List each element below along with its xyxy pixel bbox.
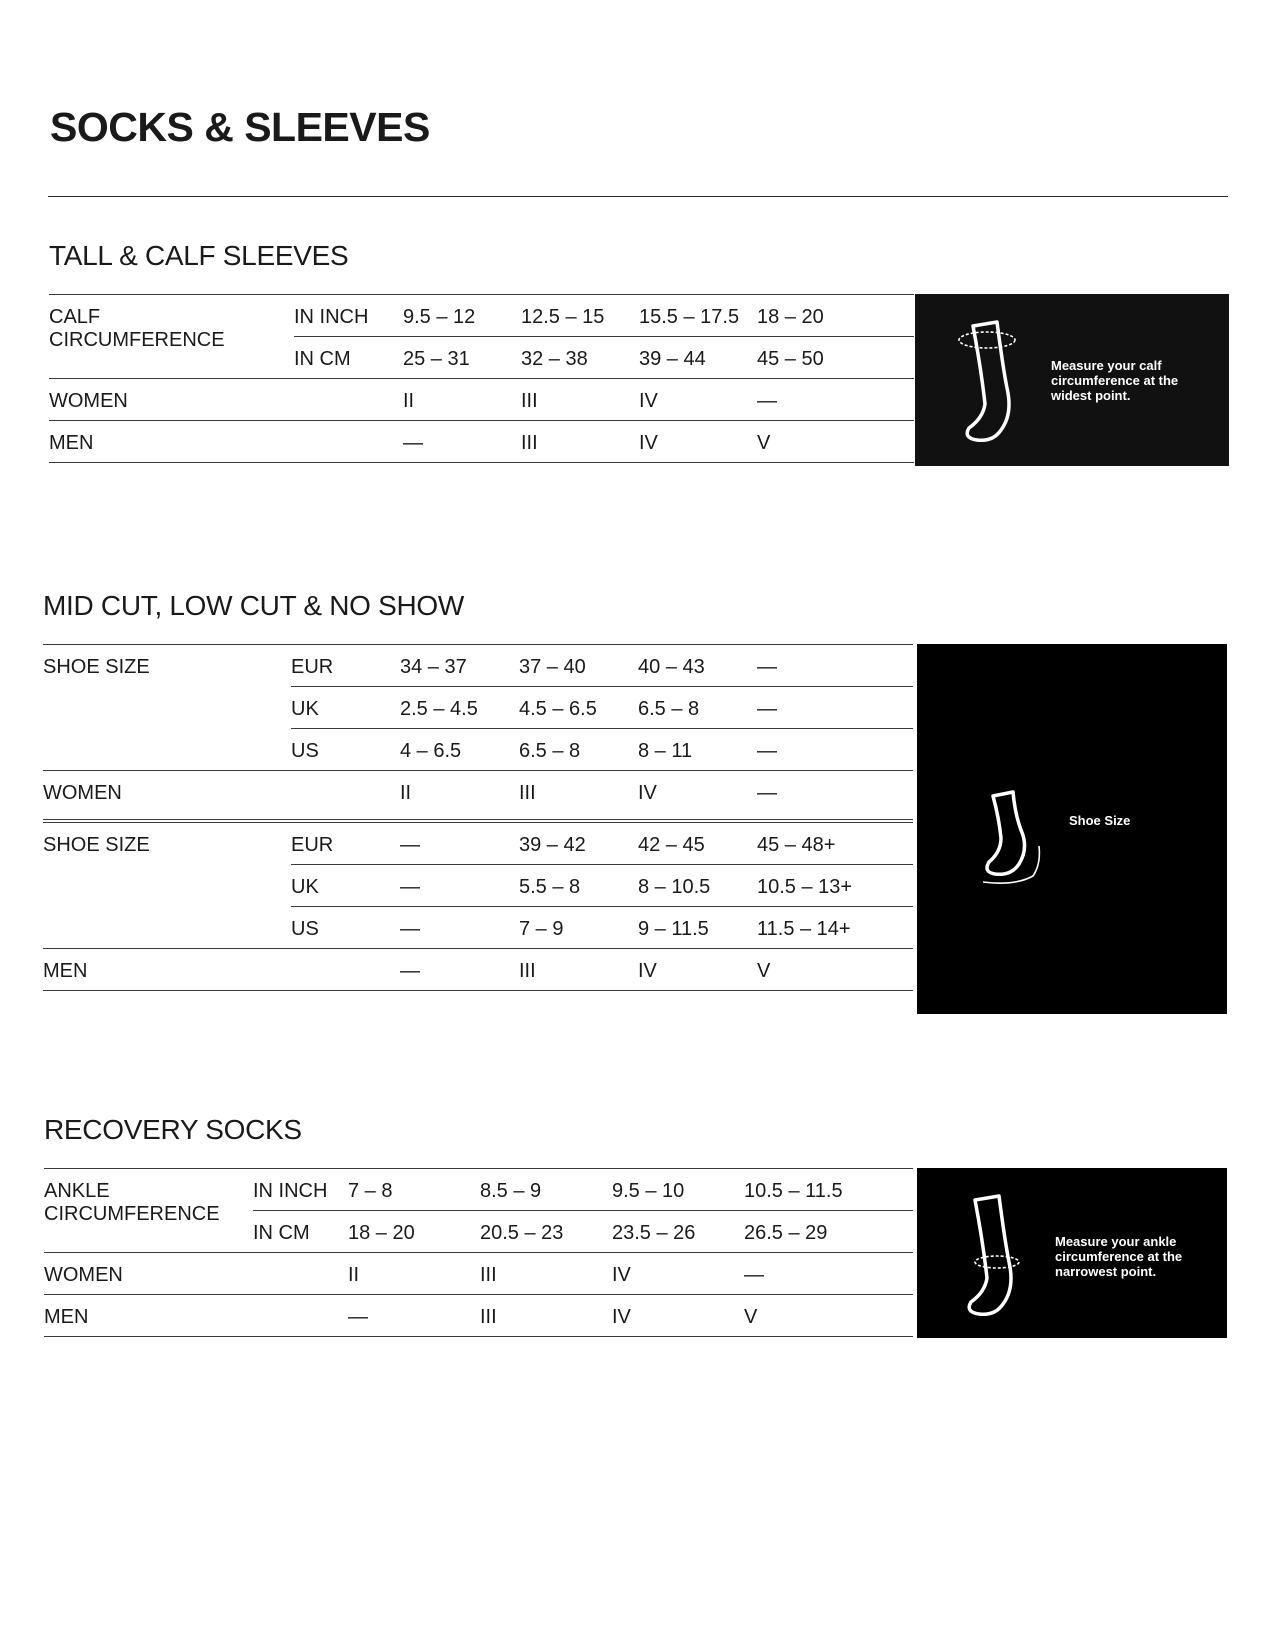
size-code: III xyxy=(480,1264,497,1286)
size-value: 37 – 40 xyxy=(519,656,586,678)
table-row-men xyxy=(43,949,913,991)
size-value: 45 – 48+ xyxy=(757,834,836,856)
size-value: 8.5 – 9 xyxy=(480,1180,542,1202)
page-title: SOCKS & SLEEVES xyxy=(50,104,430,150)
size-value: 9.5 – 12 xyxy=(403,306,476,328)
size-value: 8 – 10.5 xyxy=(638,876,711,898)
eur-label: EUR xyxy=(291,656,334,678)
size-code: V xyxy=(757,960,771,982)
mid-size-table xyxy=(43,644,913,991)
tall-calf-section xyxy=(49,240,1229,470)
size-value: 26.5 – 29 xyxy=(744,1222,828,1244)
size-value: 18 – 20 xyxy=(757,306,824,328)
size-value: 10.5 – 11.5 xyxy=(744,1180,843,1202)
size-value: 4.5 – 6.5 xyxy=(519,698,597,720)
size-code: III xyxy=(519,782,536,804)
size-value: 32 – 38 xyxy=(521,348,588,370)
ankle-circumference-label: ANKLE CIRCUMFERENCE xyxy=(44,1180,220,1225)
title-divider xyxy=(48,196,1228,197)
size-value: — xyxy=(400,876,420,898)
size-code: III xyxy=(521,432,538,454)
size-code: III xyxy=(521,390,538,412)
size-value: 6.5 – 8 xyxy=(638,698,700,720)
size-value: 39 – 42 xyxy=(519,834,586,856)
us-label: US xyxy=(291,918,319,940)
size-code: III xyxy=(480,1306,497,1328)
recovery-size-table xyxy=(44,1168,913,1337)
calf-circumference-label: CALF CIRCUMFERENCE xyxy=(49,306,225,351)
size-value: 6.5 – 8 xyxy=(519,740,581,762)
table-row xyxy=(43,865,913,907)
table-row-women xyxy=(43,771,913,823)
size-value: — xyxy=(757,740,777,762)
size-value: 8 – 11 xyxy=(638,740,693,762)
size-code: II xyxy=(403,390,415,412)
ankle-measure-text: Measure your ankle circumference at the narrowest point. xyxy=(1055,1234,1183,1279)
size-code: III xyxy=(519,960,536,982)
size-value: 12.5 – 15 xyxy=(521,306,605,328)
size-value: 20.5 – 23 xyxy=(480,1222,564,1244)
eur-label: EUR xyxy=(291,834,334,856)
size-value: 11.5 – 14+ xyxy=(757,918,851,940)
size-code: IV xyxy=(639,390,658,412)
size-code: — xyxy=(348,1306,368,1328)
mid-section-title: MID CUT, LOW CUT & NO SHOW xyxy=(43,590,465,621)
sock-calf-measure-icon xyxy=(957,318,1037,448)
size-value: 42 – 45 xyxy=(638,834,705,856)
table-row xyxy=(43,687,913,729)
table-row xyxy=(49,337,914,379)
unit-inch: IN INCH xyxy=(294,306,369,328)
table-row-women xyxy=(44,1253,913,1295)
size-code: IV xyxy=(612,1306,631,1328)
size-code: — xyxy=(757,782,777,804)
unit-cm: IN CM xyxy=(294,348,351,370)
table-row xyxy=(44,1211,913,1253)
size-code: IV xyxy=(638,960,657,982)
table-row-women xyxy=(49,379,914,421)
size-value: 45 – 50 xyxy=(757,348,824,370)
tall-size-table xyxy=(49,294,914,463)
size-value: 34 – 37 xyxy=(400,656,467,678)
size-value: — xyxy=(400,918,420,940)
size-code: II xyxy=(348,1264,360,1286)
uk-label: UK xyxy=(291,876,319,898)
unit-cm: IN CM xyxy=(253,1222,310,1244)
men-label: MEN xyxy=(44,1306,89,1328)
size-value: 15.5 – 17.5 xyxy=(639,306,740,328)
table-row-men xyxy=(49,421,914,463)
women-label: WOMEN xyxy=(49,390,128,412)
size-code: IV xyxy=(639,432,658,454)
table-row xyxy=(43,907,913,949)
table-row xyxy=(43,645,913,687)
recovery-section-title: RECOVERY SOCKS xyxy=(44,1114,302,1145)
table-row-men xyxy=(44,1295,913,1337)
size-code: — xyxy=(757,390,777,412)
uk-label: UK xyxy=(291,698,319,720)
size-code: II xyxy=(400,782,412,804)
men-label: MEN xyxy=(49,432,94,454)
size-value: 9 – 11.5 xyxy=(638,918,709,940)
size-value: 10.5 – 13+ xyxy=(757,876,853,898)
size-value: 39 – 44 xyxy=(639,348,706,370)
size-code: IV xyxy=(638,782,657,804)
shoe-size-text: Shoe Size xyxy=(1069,813,1131,828)
us-label: US xyxy=(291,740,319,762)
size-value: — xyxy=(757,698,777,720)
size-code: IV xyxy=(612,1264,631,1286)
size-code: — xyxy=(400,960,420,982)
table-row xyxy=(44,1169,913,1225)
sock-ankle-measure-icon xyxy=(959,1192,1039,1322)
sock-shoe-size-icon xyxy=(979,790,1059,890)
men-label: MEN xyxy=(43,960,88,982)
women-label: WOMEN xyxy=(44,1264,123,1286)
ankle-measure-panel xyxy=(917,1168,1227,1338)
mid-low-noshow-section xyxy=(43,590,1233,1020)
shoe-size-label: SHOE SIZE xyxy=(43,656,150,678)
size-value: 18 – 20 xyxy=(348,1222,415,1244)
size-code: V xyxy=(744,1306,758,1328)
size-code: — xyxy=(744,1264,764,1286)
size-value: 25 – 31 xyxy=(403,348,470,370)
size-value: 40 – 43 xyxy=(638,656,705,678)
size-code: V xyxy=(757,432,771,454)
shoe-size-panel xyxy=(917,644,1227,1014)
calf-measure-panel xyxy=(915,294,1229,466)
size-value: 2.5 – 4.5 xyxy=(400,698,478,720)
table-row xyxy=(43,823,913,865)
calf-measure-text: Measure your calf circumference at the widest point. xyxy=(1051,358,1179,403)
size-value: 4 – 6.5 xyxy=(400,740,462,762)
size-value: — xyxy=(757,656,777,678)
women-label: WOMEN xyxy=(43,782,122,804)
size-value: 7 – 8 xyxy=(348,1180,393,1202)
shoe-size-label: SHOE SIZE xyxy=(43,834,150,856)
tall-section-title: TALL & CALF SLEEVES xyxy=(49,240,349,271)
size-value: 7 – 9 xyxy=(519,918,564,940)
size-value: 23.5 – 26 xyxy=(612,1222,696,1244)
size-value: 9.5 – 10 xyxy=(612,1180,685,1202)
unit-inch: IN INCH xyxy=(253,1180,328,1202)
recovery-socks-section xyxy=(44,1114,1234,1354)
size-value: — xyxy=(400,834,420,856)
table-row xyxy=(43,729,913,771)
size-code: — xyxy=(403,432,423,454)
size-value: 5.5 – 8 xyxy=(519,876,581,898)
table-row xyxy=(49,295,914,351)
